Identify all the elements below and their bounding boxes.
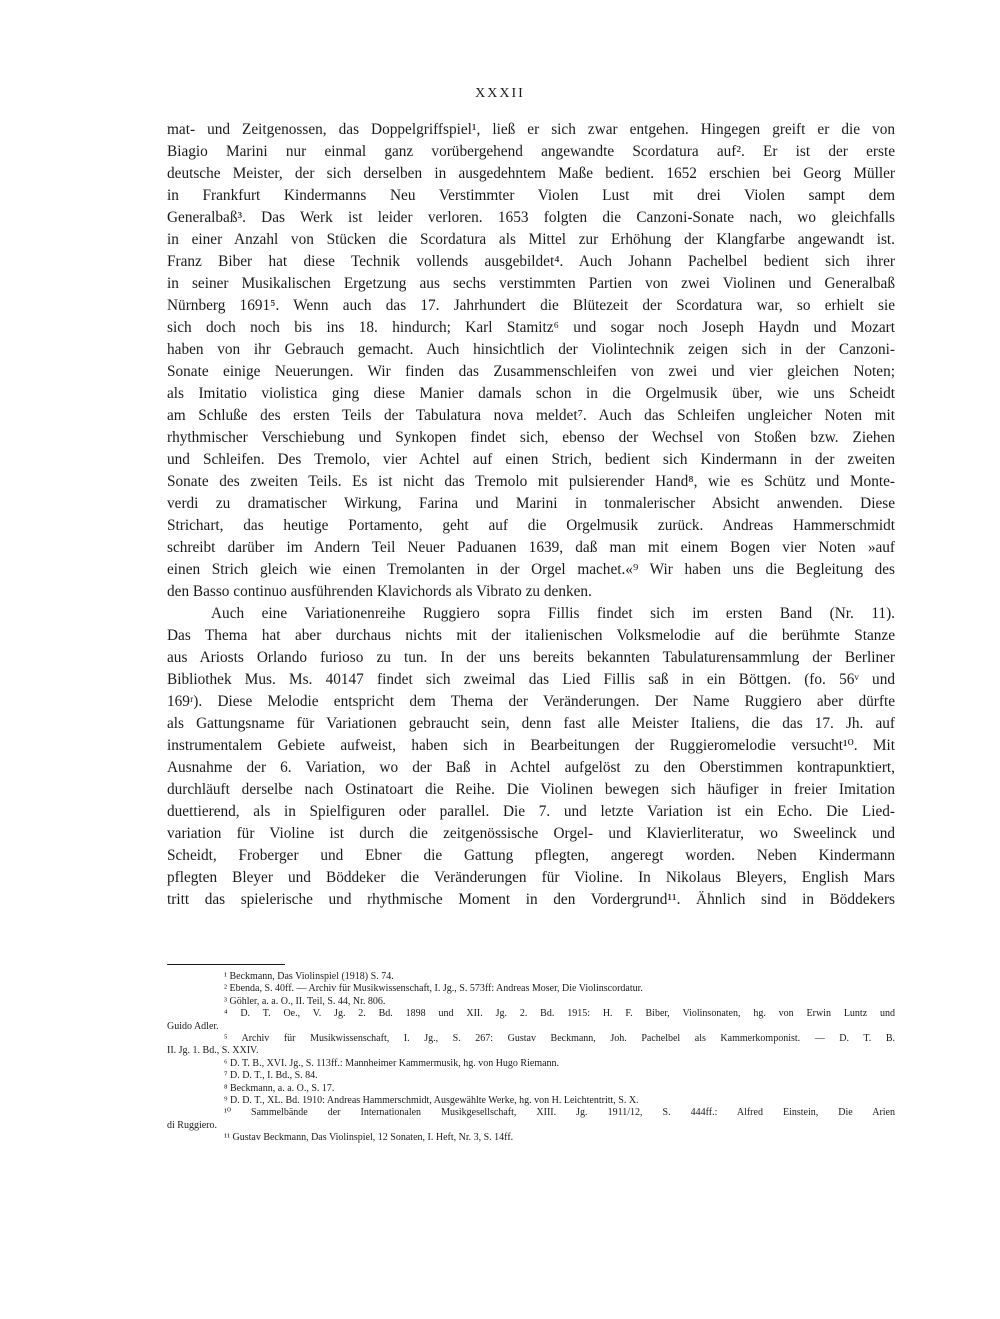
body-line: Das Thema hat aber durchaus nichts mit der italienischen Volksmelodie auf die berühmte Stanze [167, 627, 895, 644]
body-line: durchläuft derselbe nach Ostinatoart die Reihe. Die Violinen bewegen sich häufiger in freier Imitation [167, 781, 895, 798]
body-line: mat- und Zeitgenossen, das Doppelgriffspiel¹, ließ er sich zwar entgehen. Hingegen greift er die von [167, 121, 895, 138]
body-line: aus Ariosts Orlando furioso zu tun. In der uns bereits bekannten Tabulaturensammlung der Berliner [167, 649, 895, 666]
body-line: in Frankfurt Kindermanns Neu Verstimmter Violen Lust mit drei Violen sampt dem [167, 187, 895, 204]
body-line: in einer Anzahl von Stücken die Scordatura als Mittel zur Erhöhung der Klangfarbe angewandt ist. [167, 231, 895, 248]
body-line: Generalbaß³. Das Werk ist leider verloren. 1653 folgten die Canzoni-Sonate nach, wo gleichfalls [167, 209, 895, 226]
footnote-line: ⁷ D. D. T., I. Bd., S. 84. [224, 1070, 318, 1082]
footnote-line: ⁹ D. D. T., XL. Bd. 1910: Andreas Hammerschmidt, Ausgewählte Werke, hg. von H. Leichtentritt, S. X. [224, 1094, 639, 1106]
footnotes [167, 971, 895, 1144]
footnote-line: ¹⁰ Sammelbände der Internationalen Musikgesellschaft, XIII. Jg. 1911/12, S. 444ff.: Alfred Einstein, Die Arien [224, 1107, 895, 1119]
body-line: duettierend, als in Spielfiguren oder parallel. Die 7. und letzte Variation ist ein Echo. Die Lied- [167, 803, 895, 820]
body-line: als Gattungsname für Variationen gebraucht sein, denn fast alle Meister Italiens, die das 17. Jh. auf [167, 715, 895, 732]
body-line: und Schleifen. Des Tremolo, vier Achtel auf einen Strich, bedient sich Kindermann in der zweiten [167, 451, 895, 468]
body-line: instrumentalem Gebiete aufweist, haben sich in Bearbeitungen der Ruggieromelodie versucht¹⁰. Mit [167, 737, 895, 754]
body-line: rhythmischer Verschiebung und Synkopen findet sich, ebenso der Wechsel von Stoßen bzw. Ziehen [167, 429, 895, 446]
footnote-line: II. Jg. 1. Bd., S. XXIV. [167, 1045, 259, 1057]
body-line: schreibt darüber im Andern Teil Neuer Paduanen 1639, daß man mit einem Bogen vier Noten »auf [167, 539, 895, 556]
body-line: Franz Biber hat diese Technik vollends ausgebildet⁴. Auch Johann Pachelbel bedient sich ihrer [167, 253, 895, 270]
body-line: 169ʳ). Diese Melodie entspricht dem Thema der Veränderungen. Der Name Ruggiero aber dürfte [167, 693, 895, 710]
body-line: Scheidt, Froberger und Ebner die Gattung pflegten, angeregt worden. Neben Kindermann [167, 847, 895, 864]
body-line: Strichart, das heutige Portamento, geht auf die Orgelmusik zurück. Andreas Hammerschmidt [167, 517, 895, 534]
footnote-line: ³ Göhler, a. a. O., II. Teil, S. 44, Nr. 806. [224, 995, 386, 1007]
footnote-line: ¹¹ Gustav Beckmann, Das Violinspiel, 12 Sonaten, I. Heft, Nr. 3, S. 14ff. [224, 1132, 514, 1144]
body-line: haben von ihr Gebrauch gemacht. Auch hinsichtlich der Violintechnik zeigen sich in der Canzoni- [167, 341, 895, 358]
body-line: den Basso continuo ausführenden Klavichords als Vibrato zu denken. [167, 583, 592, 600]
footnote-line: ⁴ D. T. Oe., V. Jg. 2. Bd. 1898 und XII. Jg. 2. Bd. 1915: H. F. Biber, Violinsonaten, hg. von Erwin Luntz und [224, 1008, 895, 1020]
footnote-line: Guido Adler. [167, 1020, 219, 1032]
body-line: Auch eine Variationenreihe Ruggiero sopra Fillis findet sich im ersten Band (Nr. 11). [211, 605, 895, 622]
body-line: verdi zu dramatischer Wirkung, Farina und Marini in tonmalerischer Absicht anwenden. Diese [167, 495, 895, 512]
body-line: Nürnberg 1691⁵. Wenn auch das 17. Jahrhundert die Blütezeit der Scordatura war, so erhielt sie [167, 297, 895, 314]
body-line: tritt das spielerische und rhythmische Moment in den Vordergrund¹¹. Ähnlich sind in Böddekers [167, 891, 895, 908]
body-line: Sonate des zweiten Teils. Es ist nicht das Tremolo mit pulsierender Hand⁸, wie es Schütz und Monte- [167, 473, 895, 490]
body-line: Biagio Marini nur einmal ganz vorübergehend angewandte Scordatura auf². Er ist der erste [167, 143, 895, 160]
body-line: Bibliothek Mus. Ms. 40147 findet sich zweimal das Lied Fillis saß in ein Böttgen. (fo. 56ᵛ und [167, 671, 895, 688]
body-line: Ausnahme der 6. Variation, wo der Baß in Achtel aufgelöst zu den Oberstimmen kontrapunktiert, [167, 759, 895, 776]
body-line: Sonate einige Neuerungen. Wir finden das Zusammenschleifen von zwei und vier gleichen Noten; [167, 363, 895, 380]
page-number: XXXII [475, 86, 525, 101]
body-text [167, 119, 895, 911]
body-line: als Imitatio violistica ging diese Manier damals schon in die Orgelmusik über, wie uns Scheidt [167, 385, 895, 402]
body-line: am Schluße des ersten Teils der Tabulatura nova meldet⁷. Auch das Schleifen ungleicher Noten mit [167, 407, 895, 424]
body-line: pflegten Bleyer und Böddeker die Veränderungen für Violine. In Nikolaus Bleyers, English Mars [167, 869, 895, 886]
body-line: deutsche Meister, der sich derselben in ausgedehntem Maße bedient. 1652 erschien bei Georg Müller [167, 165, 895, 182]
footnote-line: ¹ Beckmann, Das Violinspiel (1918) S. 74. [224, 971, 394, 982]
body-line: einen Strich gleich wie einen Tremolanten in der Orgel machet.«⁹ Wir haben uns die Begleitung des [167, 561, 895, 578]
footnote-rule [167, 964, 285, 965]
footnote-line: ⁶ D. T. B., XVI. Jg., S. 113ff.: Mannheimer Kammermusik, hg. von Hugo Riemann. [224, 1057, 560, 1069]
body-line: in seiner Musikalischen Ergetzung aus sechs verstimmten Partien von zwei Violinen und Generalbaß [167, 275, 895, 292]
footnote-line: di Ruggiero. [167, 1119, 217, 1131]
body-line: sich doch noch bis ins 18. hindurch; Karl Stamitz⁶ und sogar noch Joseph Haydn und Mozart [167, 319, 895, 336]
footnote-line: ⁵ Archiv für Musikwissenschaft, I. Jg., S. 267: Gustav Beckmann, Joh. Pachelbel als Kammerkomponist. — D. T. B. [224, 1032, 895, 1044]
footnote-line: ⁸ Beckmann, a. a. O., S. 17. [224, 1082, 335, 1094]
footnote-line: ² Ebenda, S. 40ff. — Archiv für Musikwissenschaft, I. Jg., S. 573ff: Andreas Moser, Die Violinscordatur. [224, 983, 643, 995]
body-line: variation für Violine ist durch die zeitgenössische Orgel- und Klavierliteratur, wo Sweelinck und [167, 825, 895, 842]
